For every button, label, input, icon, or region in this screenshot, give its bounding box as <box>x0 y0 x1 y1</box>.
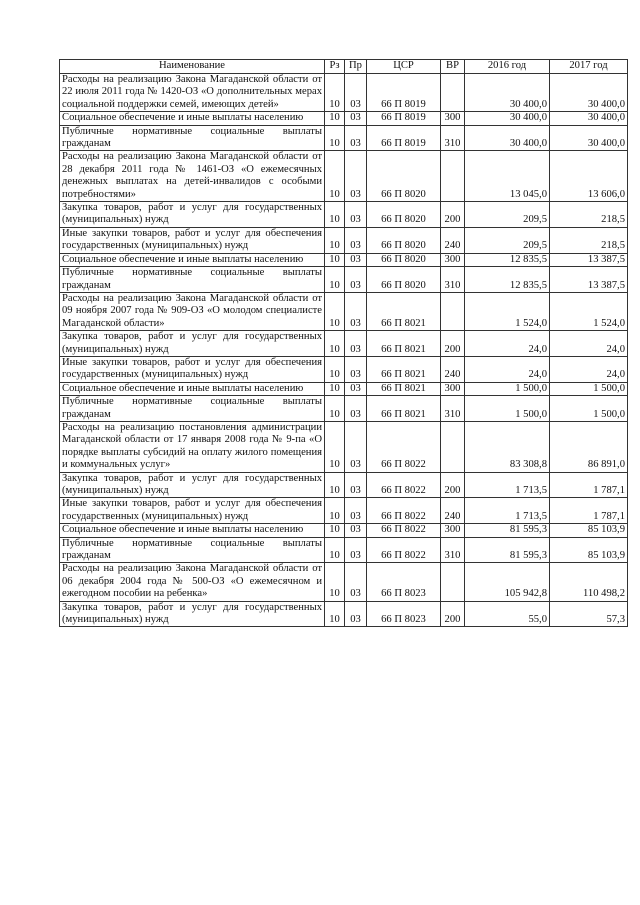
cell-name: Закупка товаров, работ и услуг для государственных (муниципальных) нужд <box>60 472 325 498</box>
cell-2016: 1 500,0 <box>465 382 550 395</box>
cell-2017: 1 500,0 <box>550 396 628 422</box>
cell-pr: 03 <box>345 472 367 498</box>
cell-rz: 10 <box>325 396 345 422</box>
cell-2016: 30 400,0 <box>465 125 550 151</box>
cell-csr: 66 П 8022 <box>367 472 441 498</box>
cell-name: Расходы на реализацию постановления администрации Магаданской области от 17 января 2008 года № 9-па «О порядке выплаты субсидий на оплату жилого помещения и коммунальных услуг» <box>60 421 325 472</box>
cell-name: Расходы на реализацию Закона Магаданской области от 28 декабря 2011 года № 1461-ОЗ «О ежемесячных денежных выплатах на детей-инвалидов с особыми потребностями» <box>60 151 325 202</box>
cell-csr: 66 П 8020 <box>367 267 441 293</box>
cell-vr: 300 <box>441 253 465 266</box>
cell-2017: 85 103,9 <box>550 537 628 563</box>
cell-name: Иные закупки товаров, работ и услуг для обеспечения государственных (муниципальных) нужд <box>60 356 325 382</box>
table-row <box>60 74 628 112</box>
cell-pr: 03 <box>345 601 367 627</box>
cell-csr: 66 П 8022 <box>367 524 441 537</box>
cell-rz: 10 <box>325 112 345 125</box>
cell-rz: 10 <box>325 356 345 382</box>
cell-rz: 10 <box>325 151 345 202</box>
cell-pr: 03 <box>345 112 367 125</box>
cell-csr: 66 П 8021 <box>367 292 441 330</box>
cell-csr: 66 П 8019 <box>367 125 441 151</box>
cell-rz: 10 <box>325 601 345 627</box>
cell-2017: 30 400,0 <box>550 74 628 112</box>
cell-2017: 24,0 <box>550 331 628 357</box>
cell-vr: 300 <box>441 382 465 395</box>
cell-2016: 105 942,8 <box>465 563 550 601</box>
table-row <box>60 151 628 202</box>
cell-2017: 218,5 <box>550 202 628 228</box>
cell-2016: 209,5 <box>465 227 550 253</box>
cell-rz: 10 <box>325 253 345 266</box>
header-name: Наименование <box>60 60 325 74</box>
cell-pr: 03 <box>345 267 367 293</box>
cell-2016: 55,0 <box>465 601 550 627</box>
budget-table <box>59 59 628 627</box>
cell-vr: 310 <box>441 396 465 422</box>
cell-2017: 30 400,0 <box>550 125 628 151</box>
cell-pr: 03 <box>345 524 367 537</box>
cell-2017: 13 606,0 <box>550 151 628 202</box>
cell-name: Расходы на реализацию Закона Магаданской области от 09 ноября 2007 года № 909-ОЗ «О молодом специалисте Магаданской области» <box>60 292 325 330</box>
cell-csr: 66 П 8019 <box>367 74 441 112</box>
header-rz: Рз <box>325 60 345 74</box>
cell-2016: 12 835,5 <box>465 253 550 266</box>
table-row <box>60 498 628 524</box>
cell-csr: 66 П 8021 <box>367 396 441 422</box>
cell-2017: 86 891,0 <box>550 421 628 472</box>
cell-vr: 300 <box>441 112 465 125</box>
cell-pr: 03 <box>345 356 367 382</box>
table-row <box>60 382 628 395</box>
table-row <box>60 253 628 266</box>
cell-csr: 66 П 8020 <box>367 151 441 202</box>
cell-2016: 24,0 <box>465 356 550 382</box>
cell-pr: 03 <box>345 202 367 228</box>
cell-2016: 1 524,0 <box>465 292 550 330</box>
cell-name: Публичные нормативные социальные выплаты гражданам <box>60 537 325 563</box>
cell-2017: 57,3 <box>550 601 628 627</box>
cell-pr: 03 <box>345 498 367 524</box>
budget-table-page <box>59 59 628 627</box>
cell-csr: 66 П 8022 <box>367 537 441 563</box>
cell-vr: 310 <box>441 537 465 563</box>
table-row <box>60 396 628 422</box>
table-row <box>60 125 628 151</box>
cell-2016: 30 400,0 <box>465 74 550 112</box>
table-row <box>60 601 628 627</box>
cell-csr: 66 П 8019 <box>367 112 441 125</box>
cell-name: Расходы на реализацию Закона Магаданской области от 06 декабря 2004 года № 500-ОЗ «О ежемесячном и ежегодном пособии на ребенка» <box>60 563 325 601</box>
cell-vr <box>441 151 465 202</box>
cell-2017: 24,0 <box>550 356 628 382</box>
cell-pr: 03 <box>345 74 367 112</box>
cell-csr: 66 П 8023 <box>367 563 441 601</box>
table-row <box>60 421 628 472</box>
cell-vr: 200 <box>441 472 465 498</box>
cell-2016: 81 595,3 <box>465 524 550 537</box>
header-csr: ЦСР <box>367 60 441 74</box>
header-vr: ВР <box>441 60 465 74</box>
cell-vr: 310 <box>441 267 465 293</box>
cell-vr: 300 <box>441 524 465 537</box>
header-pr: Пр <box>345 60 367 74</box>
table-row <box>60 537 628 563</box>
cell-vr: 310 <box>441 125 465 151</box>
cell-2016: 13 045,0 <box>465 151 550 202</box>
table-header-row <box>60 60 628 74</box>
cell-rz: 10 <box>325 524 345 537</box>
table-row <box>60 356 628 382</box>
cell-name: Социальное обеспечение и иные выплаты населению <box>60 253 325 266</box>
cell-rz: 10 <box>325 563 345 601</box>
cell-pr: 03 <box>345 292 367 330</box>
cell-rz: 10 <box>325 202 345 228</box>
cell-csr: 66 П 8022 <box>367 498 441 524</box>
table-row <box>60 267 628 293</box>
table-row <box>60 563 628 601</box>
cell-name: Публичные нормативные социальные выплаты гражданам <box>60 125 325 151</box>
cell-rz: 10 <box>325 125 345 151</box>
cell-pr: 03 <box>345 563 367 601</box>
cell-2016: 1 713,5 <box>465 498 550 524</box>
cell-2016: 1 713,5 <box>465 472 550 498</box>
cell-name: Публичные нормативные социальные выплаты гражданам <box>60 267 325 293</box>
cell-csr: 66 П 8021 <box>367 356 441 382</box>
cell-csr: 66 П 8020 <box>367 202 441 228</box>
cell-rz: 10 <box>325 472 345 498</box>
cell-2016: 24,0 <box>465 331 550 357</box>
cell-name: Закупка товаров, работ и услуг для государственных (муниципальных) нужд <box>60 601 325 627</box>
cell-2017: 1 524,0 <box>550 292 628 330</box>
cell-pr: 03 <box>345 421 367 472</box>
cell-pr: 03 <box>345 227 367 253</box>
table-row <box>60 292 628 330</box>
cell-name: Иные закупки товаров, работ и услуг для обеспечения государственных (муниципальных) нужд <box>60 227 325 253</box>
cell-pr: 03 <box>345 253 367 266</box>
cell-rz: 10 <box>325 331 345 357</box>
cell-rz: 10 <box>325 537 345 563</box>
cell-vr: 240 <box>441 356 465 382</box>
cell-name: Закупка товаров, работ и услуг для государственных (муниципальных) нужд <box>60 202 325 228</box>
cell-rz: 10 <box>325 227 345 253</box>
table-row <box>60 472 628 498</box>
cell-2016: 81 595,3 <box>465 537 550 563</box>
cell-csr: 66 П 8021 <box>367 331 441 357</box>
table-row <box>60 227 628 253</box>
table-row <box>60 112 628 125</box>
cell-2016: 209,5 <box>465 202 550 228</box>
cell-name: Публичные нормативные социальные выплаты гражданам <box>60 396 325 422</box>
cell-pr: 03 <box>345 396 367 422</box>
cell-pr: 03 <box>345 382 367 395</box>
cell-rz: 10 <box>325 74 345 112</box>
cell-2016: 1 500,0 <box>465 396 550 422</box>
cell-2017: 110 498,2 <box>550 563 628 601</box>
cell-name: Закупка товаров, работ и услуг для государственных (муниципальных) нужд <box>60 331 325 357</box>
header-2016: 2016 год <box>465 60 550 74</box>
cell-2017: 30 400,0 <box>550 112 628 125</box>
cell-vr: 200 <box>441 331 465 357</box>
cell-vr: 200 <box>441 202 465 228</box>
cell-2017: 13 387,5 <box>550 267 628 293</box>
cell-2016: 12 835,5 <box>465 267 550 293</box>
cell-name: Расходы на реализацию Закона Магаданской области от 22 июля 2011 года № 1420-ОЗ «О дополнительных мерах социальной поддержки семей, имеющих детей» <box>60 74 325 112</box>
cell-rz: 10 <box>325 382 345 395</box>
cell-2016: 83 308,8 <box>465 421 550 472</box>
cell-name: Социальное обеспечение и иные выплаты населению <box>60 524 325 537</box>
header-2017: 2017 год <box>550 60 628 74</box>
cell-2017: 218,5 <box>550 227 628 253</box>
cell-vr <box>441 421 465 472</box>
cell-csr: 66 П 8020 <box>367 253 441 266</box>
cell-2017: 13 387,5 <box>550 253 628 266</box>
cell-2017: 1 500,0 <box>550 382 628 395</box>
cell-name: Социальное обеспечение и иные выплаты населению <box>60 382 325 395</box>
cell-rz: 10 <box>325 292 345 330</box>
cell-pr: 03 <box>345 151 367 202</box>
cell-csr: 66 П 8022 <box>367 421 441 472</box>
cell-2017: 85 103,9 <box>550 524 628 537</box>
cell-2017: 1 787,1 <box>550 498 628 524</box>
table-row <box>60 202 628 228</box>
cell-2016: 30 400,0 <box>465 112 550 125</box>
table-row <box>60 331 628 357</box>
cell-vr <box>441 74 465 112</box>
cell-csr: 66 П 8020 <box>367 227 441 253</box>
cell-csr: 66 П 8021 <box>367 382 441 395</box>
cell-csr: 66 П 8023 <box>367 601 441 627</box>
cell-vr: 200 <box>441 601 465 627</box>
cell-vr <box>441 563 465 601</box>
cell-vr: 240 <box>441 227 465 253</box>
cell-rz: 10 <box>325 421 345 472</box>
cell-name: Иные закупки товаров, работ и услуг для обеспечения государственных (муниципальных) нужд <box>60 498 325 524</box>
cell-rz: 10 <box>325 267 345 293</box>
cell-vr <box>441 292 465 330</box>
cell-pr: 03 <box>345 537 367 563</box>
cell-name: Социальное обеспечение и иные выплаты населению <box>60 112 325 125</box>
cell-2017: 1 787,1 <box>550 472 628 498</box>
table-row <box>60 524 628 537</box>
cell-vr: 240 <box>441 498 465 524</box>
cell-rz: 10 <box>325 498 345 524</box>
cell-pr: 03 <box>345 125 367 151</box>
cell-pr: 03 <box>345 331 367 357</box>
